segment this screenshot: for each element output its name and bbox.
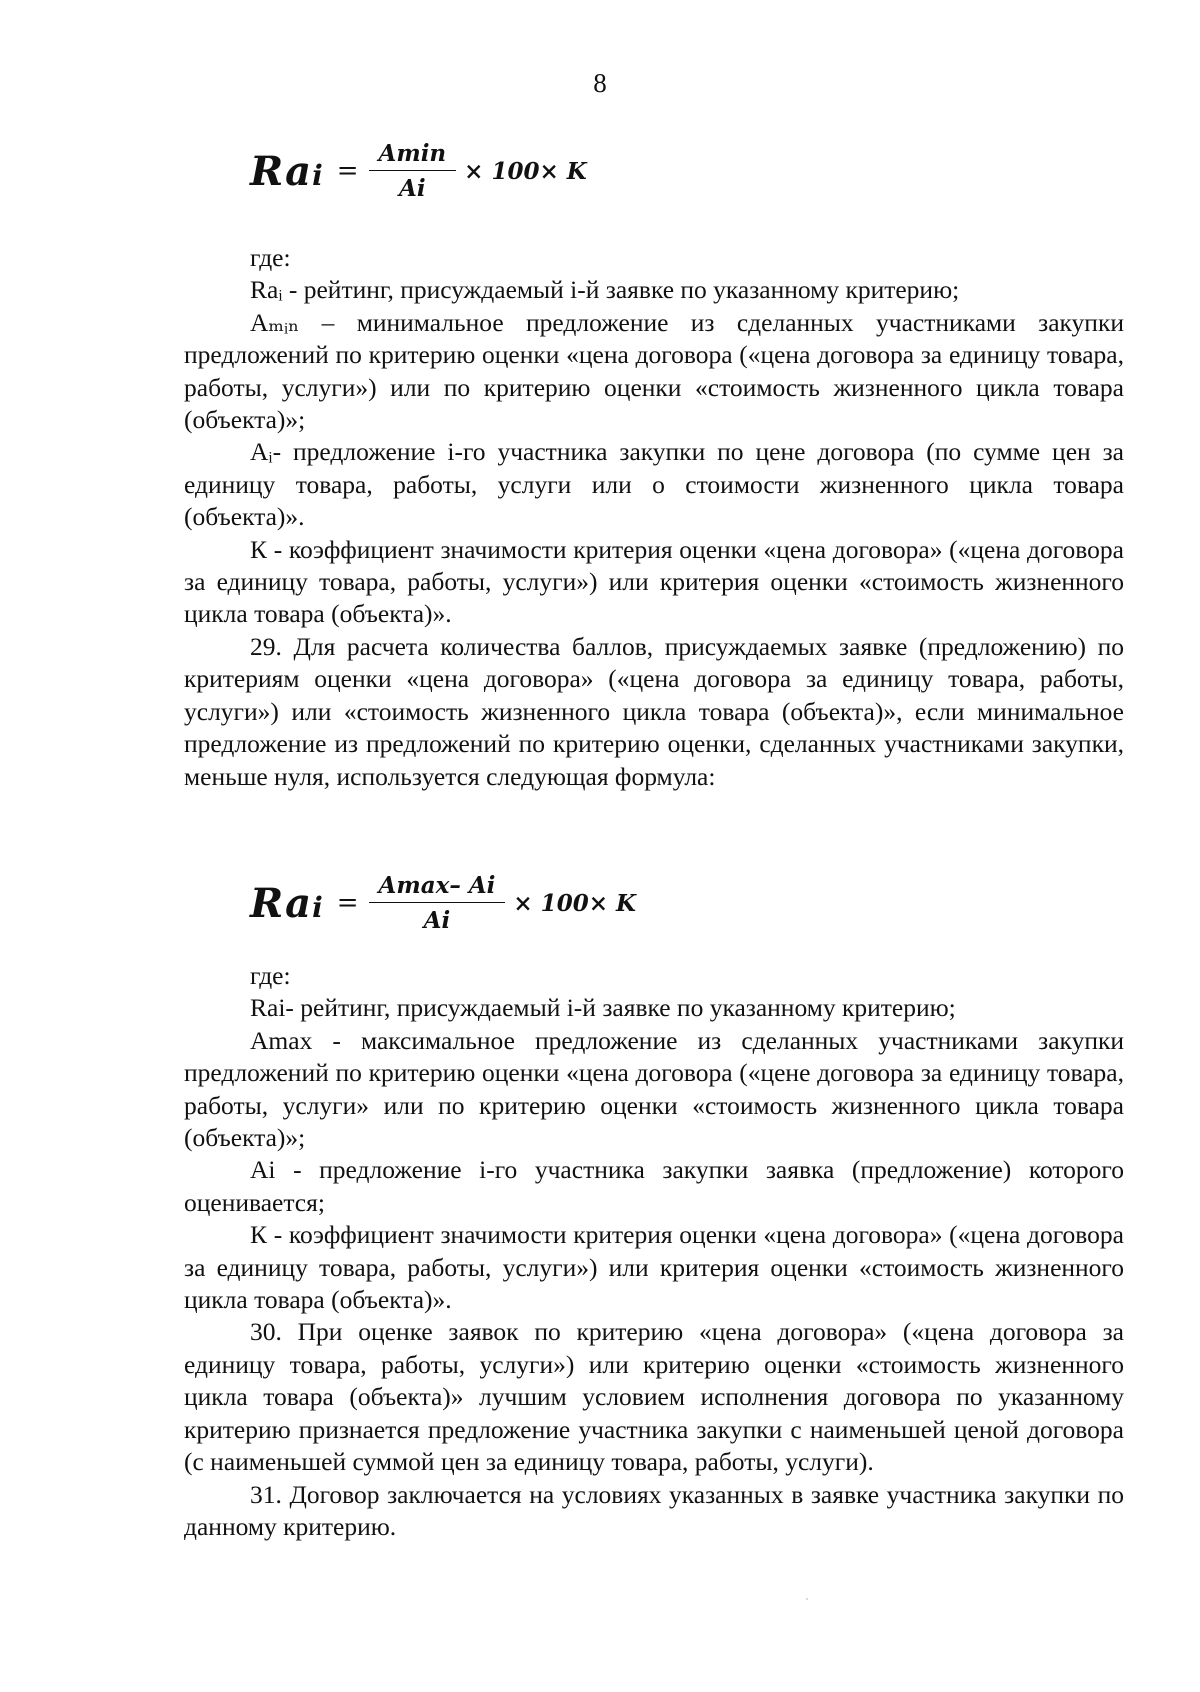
formula-lhs-symbol: Ra: [250, 879, 313, 927]
definition-amin: Aₘᵢₙ – минимальное предложение из сделанных участниками закупки предложений по критерию оценки «цена договора («цена договора за единицу товара, работы, услуги») или по критерию оценки «стоимость жизненного цикла товара (объекта)»;: [184, 307, 1124, 435]
formula-equals-sign: =: [336, 888, 359, 919]
definition-ai: Ai - предложение i-го участника закупки заявка (предложение) которого оценивается;: [184, 1155, 1124, 1217]
formula-rating-min: [250, 140, 587, 202]
formula-lhs-subscript: i: [312, 158, 323, 192]
definition-ra: Rai- рейтинг, присуждаемый i-й заявке по указанному критерию;: [250, 993, 956, 1023]
formula-multiplier: × 100× K: [464, 157, 587, 185]
formula-multiplier: × 100× K: [513, 889, 636, 917]
formula-fraction: [369, 872, 506, 934]
definition-ai: Aᵢ- предложение i-го участника закупки по цене договора (по сумме цен за единицу товара, работы, услуги или о стоимости жизненного цикла товара (объекта)».: [184, 437, 1124, 532]
formula-denominator: Ai: [423, 906, 451, 934]
formula-rating-negative: [250, 872, 636, 934]
definition-k: К - коэффициент значимости критерия оценки «цена договора» («цена договора за единицу товара, работы, услуги») или критерия оценки «стоимость жизненного цикла товара (объекта)».: [184, 534, 1124, 629]
where-label: где:: [250, 961, 291, 990]
formula-fraction: [369, 140, 457, 202]
paragraph-30: 30. При оценке заявок по критерию «цена договора» («цена договора за единицу товара, работы, услуги») или критерию оценки «стоимость жизненного цикла товара (объекта)» лучшим условием исполнения договора по указанному критерию признается предложение участника закупки с наименьшей ценой договора (с наименьшей суммой цен за единицу товара, работы, услуги).: [184, 1317, 1124, 1477]
paragraph-29: 29. Для расчета количества баллов, присуждаемых заявке (предложению) по критериям оценки «цена договора» («цена договора за единицу товара, работы, услуги») или «стоимость жизненного цикла товара (объекта)», если минимальное предложение из предложений по критерию оценки, сделанных участниками закупки, меньше нуля, используется следующая формула:: [184, 631, 1124, 791]
formula-lhs: [250, 148, 323, 195]
where-label: где:: [250, 243, 291, 272]
formula-lhs-subscript: i: [312, 890, 323, 924]
formula-numerator: Amax– Ai: [369, 872, 506, 903]
formula-equals-sign: =: [336, 156, 359, 187]
scan-artifact: [806, 1598, 808, 1600]
formula-lhs: [250, 880, 323, 927]
definitions-block-2: [184, 960, 1124, 1543]
definition-amax: Amax - максимальное предложение из сделанных участниками закупки предложений по критерию оценки «цена договора («цене договора за единицу товара, работы, услуги» или по критерию оценки «стоимость жизненного цикла товара (объекта)»;: [184, 1025, 1124, 1153]
paragraph-31: 31. Договор заключается на условиях указанных в заявке участника закупки по данному критерию.: [184, 1479, 1124, 1541]
page-number: 8: [593, 68, 607, 98]
definition-k: К - коэффициент значимости критерия оценки «цена договора» («цена договора за единицу товара, работы, услуги») или критерия оценки «стоимость жизненного цикла товара (объекта)».: [184, 1220, 1124, 1315]
definition-ra: Raᵢ - рейтинг, присуждаемый i-й заявке по указанному критерию;: [250, 275, 960, 305]
formula-lhs-symbol: Ra: [250, 147, 313, 195]
formula-denominator: Ai: [399, 174, 426, 202]
formula-numerator: Amin: [369, 140, 457, 171]
definitions-block-1: [184, 242, 1124, 793]
